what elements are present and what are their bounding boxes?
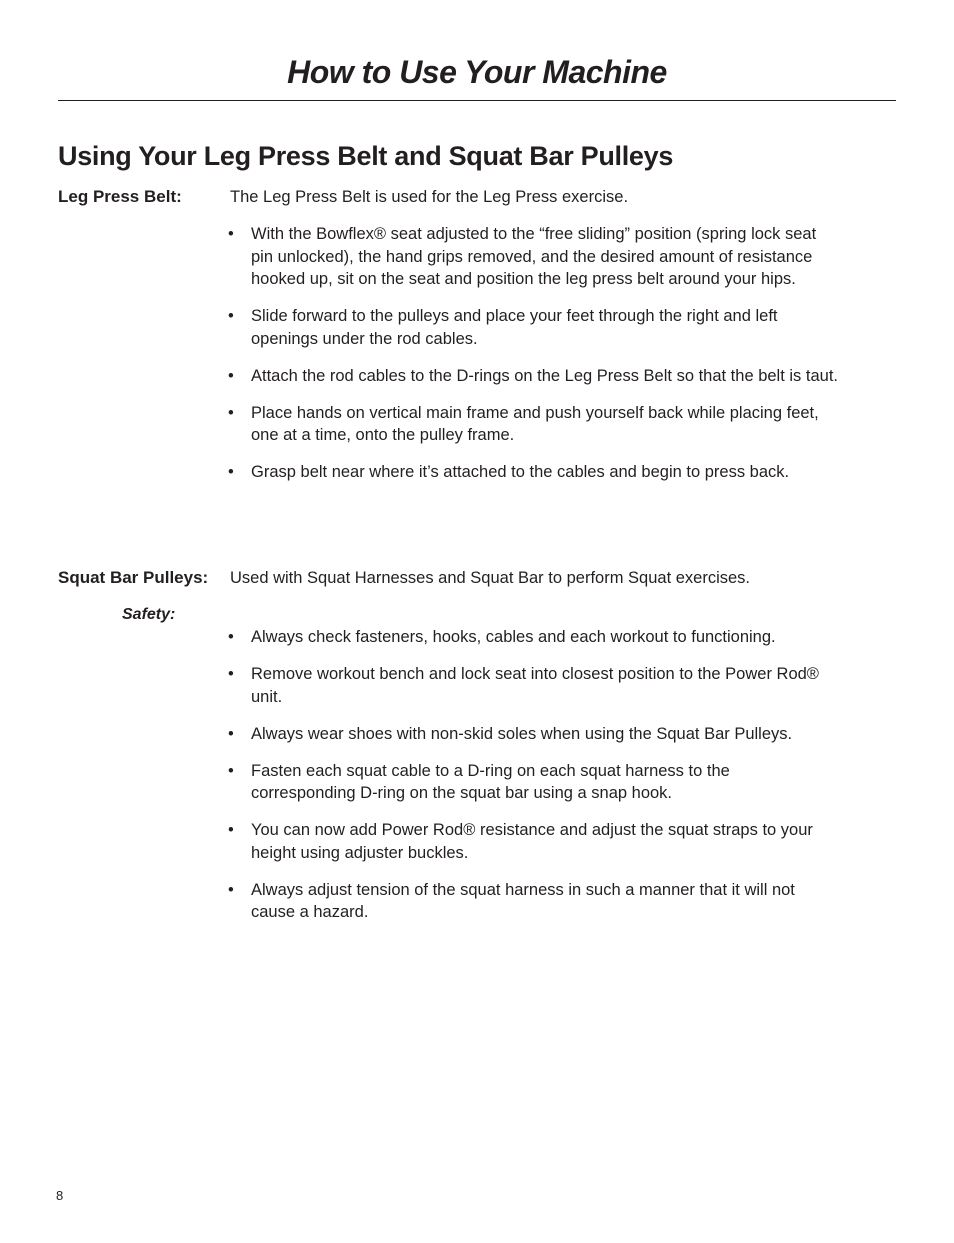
bullet-icon: • xyxy=(228,665,234,683)
page-title: How to Use Your Machine xyxy=(287,54,667,90)
bullet-icon: • xyxy=(228,724,234,743)
bullet-icon: • xyxy=(228,628,234,646)
bullet-icon: • xyxy=(228,366,234,385)
list-item xyxy=(228,819,838,864)
list-item-text: Always check fasteners, hooks, cables and each workout to functioning. xyxy=(251,628,776,646)
leg-press-intro: The Leg Press Belt is used for the Leg Press exercise. xyxy=(230,188,629,206)
leg-press-steps xyxy=(228,223,838,498)
list-item xyxy=(228,461,838,484)
bullet-icon: • xyxy=(228,880,234,899)
bullet-icon: • xyxy=(228,225,234,243)
leg-press-label: Leg Press Belt: xyxy=(58,187,182,206)
list-item-text: Grasp belt near where it’s attached to the cables and begin to press back. xyxy=(251,463,790,481)
list-item-text: You can now add Power Rod® resistance and adjust the squat straps to your height using adjuster buckles. xyxy=(251,821,813,862)
list-item xyxy=(228,223,838,291)
bullet-icon: • xyxy=(228,307,234,325)
list-item-text: Attach the rod cables to the D-rings on the Leg Press Belt so that the belt is taut. xyxy=(251,366,838,385)
list-item xyxy=(228,626,838,649)
list-item-text: With the Bowflex® seat adjusted to the “free sliding” position (spring lock seat pin unlocked), the hand grips removed, and the desired amount of resistance hooked up, sit on the seat and position the leg press belt around your hips. xyxy=(251,225,817,288)
list-item-text: Remove workout bench and lock seat into closest position to the Power Rod® unit. xyxy=(251,665,819,706)
bullet-icon: • xyxy=(228,403,234,422)
title-divider xyxy=(58,100,896,101)
list-item-text: Slide forward to the pulleys and place your feet through the right and left openings under the rod cables. xyxy=(251,307,778,348)
list-item xyxy=(228,402,838,447)
list-item xyxy=(228,879,838,924)
list-item-text: Always wear shoes with non-skid soles when using the Squat Bar Pulleys. xyxy=(251,724,793,743)
list-item xyxy=(228,365,838,388)
squat-safety-steps xyxy=(228,626,838,938)
list-item xyxy=(228,760,838,805)
list-item xyxy=(228,663,838,708)
bullet-icon: • xyxy=(228,821,234,839)
list-item xyxy=(228,305,838,350)
list-item xyxy=(228,723,838,746)
list-item-text: Place hands on vertical main frame and push yourself back while placing feet, one at a time, onto the pulley frame. xyxy=(251,403,819,444)
safety-label: Safety: xyxy=(122,606,176,623)
list-item-text: Fasten each squat cable to a D-ring on each squat harness to the corresponding D-ring on the squat bar using a snap hook. xyxy=(251,761,730,802)
page-number: 8 xyxy=(56,1188,64,1203)
list-item-text: Always adjust tension of the squat harness in such a manner that it will not cause a hazard. xyxy=(251,880,795,921)
section-heading: Using Your Leg Press Belt and Squat Bar Pulleys xyxy=(58,141,674,171)
bullet-icon: • xyxy=(228,463,234,481)
squat-bar-intro: Used with Squat Harnesses and Squat Bar to perform Squat exercises. xyxy=(230,569,751,587)
bullet-icon: • xyxy=(228,761,234,780)
squat-bar-label: Squat Bar Pulleys: xyxy=(58,568,209,587)
